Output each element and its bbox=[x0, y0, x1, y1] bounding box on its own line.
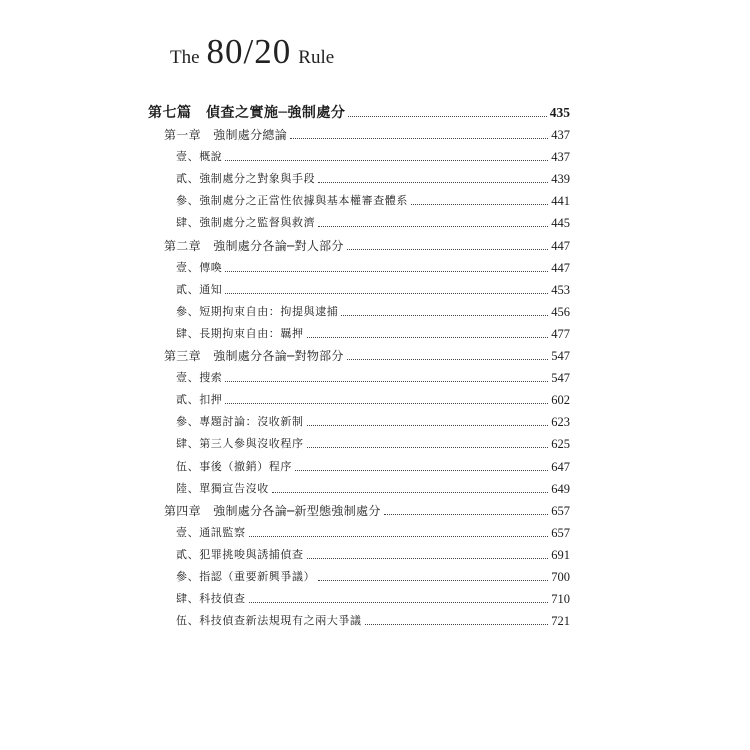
dot-leader bbox=[318, 579, 548, 581]
dot-leader bbox=[347, 248, 549, 250]
dot-leader bbox=[225, 402, 548, 404]
toc-title: 貳、通知 bbox=[176, 282, 223, 296]
toc-page-number: 625 bbox=[551, 437, 570, 452]
toc-title: 壹、傳喚 bbox=[176, 260, 223, 274]
toc-page-number: 623 bbox=[551, 415, 570, 430]
toc-page-number: 710 bbox=[551, 592, 570, 607]
toc-entry-section[interactable] bbox=[148, 564, 570, 586]
toc-entry-chapter[interactable] bbox=[148, 122, 570, 144]
book-logo-header bbox=[170, 32, 334, 72]
toc-title: 肆、強制處分之監督與救濟 bbox=[176, 216, 316, 230]
toc-title: 壹、通訊監察 bbox=[176, 525, 246, 539]
toc-page-number: 700 bbox=[551, 569, 570, 584]
toc-title: 參、專題討論：沒收新制 bbox=[176, 415, 304, 429]
toc-entry-chapter[interactable] bbox=[148, 232, 570, 254]
dot-leader bbox=[341, 314, 548, 316]
toc-entry-section[interactable] bbox=[148, 321, 570, 343]
toc-entry-section[interactable] bbox=[148, 520, 570, 542]
dot-leader bbox=[272, 491, 548, 493]
toc-entry-part[interactable] bbox=[148, 98, 570, 122]
dot-leader bbox=[225, 270, 548, 272]
toc-page-number: 649 bbox=[551, 481, 570, 496]
toc-title: 壹、搜索 bbox=[176, 371, 223, 385]
table-of-contents bbox=[148, 98, 570, 630]
toc-title: 參、短期拘束自由：拘提與逮捕 bbox=[176, 304, 339, 318]
toc-title: 第二章 強制處分各論─對人部分 bbox=[164, 238, 344, 253]
dot-leader bbox=[307, 446, 549, 448]
dot-leader bbox=[249, 535, 549, 537]
toc-entry-section[interactable] bbox=[148, 476, 570, 498]
toc-title: 貳、扣押 bbox=[176, 393, 223, 407]
toc-title: 第三章 強制處分各論─對物部分 bbox=[164, 349, 344, 364]
toc-entry-section[interactable] bbox=[148, 144, 570, 166]
dot-leader bbox=[411, 203, 548, 205]
toc-entry-chapter[interactable] bbox=[148, 498, 570, 520]
toc-title: 第四章 強制處分各論─新型態強制處分 bbox=[164, 503, 381, 518]
dot-leader bbox=[318, 225, 548, 227]
dot-leader bbox=[225, 380, 548, 382]
toc-title: 伍、事後（撤銷）程序 bbox=[176, 459, 292, 473]
toc-page-number: 441 bbox=[551, 194, 570, 209]
dot-leader bbox=[348, 115, 546, 117]
dot-leader bbox=[225, 292, 548, 294]
toc-entry-section[interactable] bbox=[148, 166, 570, 188]
toc-page-number: 647 bbox=[551, 459, 570, 474]
toc-title: 肆、長期拘束自由：羈押 bbox=[176, 326, 304, 340]
toc-title: 參、指認（重要新興爭議） bbox=[176, 569, 316, 583]
toc-page-number: 439 bbox=[551, 172, 570, 187]
toc-title: 陸、單獨宣告沒收 bbox=[176, 481, 269, 495]
logo-rule: Rule bbox=[298, 47, 335, 68]
toc-page-number: 456 bbox=[551, 304, 570, 319]
toc-entry-section[interactable] bbox=[148, 409, 570, 431]
dot-leader bbox=[295, 469, 548, 471]
toc-entry-section[interactable] bbox=[148, 210, 570, 232]
toc-page-number: 657 bbox=[551, 525, 570, 540]
logo-number: 80/20 bbox=[206, 32, 292, 71]
toc-page-number: 547 bbox=[551, 349, 570, 364]
dot-leader bbox=[307, 557, 549, 559]
dot-leader bbox=[318, 181, 548, 183]
toc-page-number: 477 bbox=[551, 326, 570, 341]
toc-entry-section[interactable] bbox=[148, 453, 570, 475]
toc-page-number: 445 bbox=[551, 216, 570, 231]
toc-title: 第一章 強制處分總論 bbox=[164, 128, 288, 143]
dot-leader bbox=[307, 424, 549, 426]
toc-title: 參、強制處分之正當性依據與基本權審查體系 bbox=[176, 194, 408, 208]
toc-title: 第七篇 偵查之實施─強制處分 bbox=[148, 105, 346, 121]
toc-title: 貳、犯罪挑唆與誘捕偵查 bbox=[176, 547, 304, 561]
toc-entry-chapter[interactable] bbox=[148, 343, 570, 365]
toc-entry-section[interactable] bbox=[148, 188, 570, 210]
toc-page-number: 691 bbox=[551, 547, 570, 562]
dot-leader bbox=[347, 358, 549, 360]
dot-leader bbox=[384, 513, 549, 515]
toc-page-number: 657 bbox=[551, 503, 570, 518]
dot-leader bbox=[307, 336, 549, 338]
dot-leader bbox=[249, 601, 549, 603]
toc-page-number: 437 bbox=[551, 150, 570, 165]
toc-title: 肆、科技偵查 bbox=[176, 592, 246, 606]
toc-entry-section[interactable] bbox=[148, 608, 570, 630]
toc-entry-section[interactable] bbox=[148, 586, 570, 608]
toc-entry-section[interactable] bbox=[148, 387, 570, 409]
toc-page-number: 437 bbox=[551, 128, 570, 143]
dot-leader bbox=[290, 137, 548, 139]
toc-page-number: 547 bbox=[551, 371, 570, 386]
toc-title: 肆、第三人參與沒收程序 bbox=[176, 437, 304, 451]
toc-page-number: 435 bbox=[549, 105, 570, 120]
dot-leader bbox=[225, 159, 548, 161]
toc-entry-section[interactable] bbox=[148, 255, 570, 277]
toc-page-number: 447 bbox=[551, 260, 570, 275]
toc-entry-section[interactable] bbox=[148, 542, 570, 564]
toc-page-number: 453 bbox=[551, 282, 570, 297]
toc-entry-section[interactable] bbox=[148, 299, 570, 321]
toc-page-number: 602 bbox=[551, 393, 570, 408]
toc-title: 貳、強制處分之對象與手段 bbox=[176, 172, 316, 186]
toc-entry-section[interactable] bbox=[148, 431, 570, 453]
toc-title: 伍、科技偵查新法規現有之兩大爭議 bbox=[176, 614, 362, 628]
toc-entry-section[interactable] bbox=[148, 365, 570, 387]
toc-page-number: 721 bbox=[551, 614, 570, 629]
dot-leader bbox=[365, 623, 549, 625]
toc-title: 壹、概說 bbox=[176, 150, 223, 164]
toc-page-number: 447 bbox=[551, 238, 570, 253]
toc-entry-section[interactable] bbox=[148, 277, 570, 299]
logo-the: The bbox=[170, 47, 200, 68]
